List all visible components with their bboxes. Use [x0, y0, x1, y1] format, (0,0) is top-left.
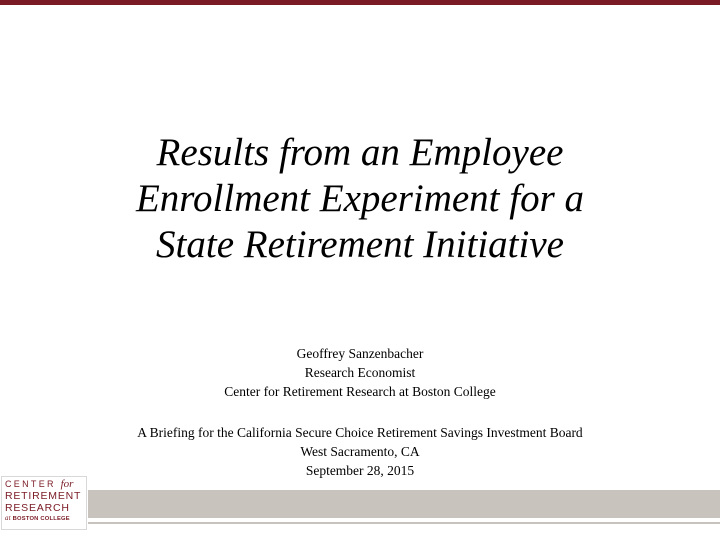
footer-rule: [88, 522, 720, 524]
briefing-location: West Sacramento, CA: [300, 444, 420, 459]
title-line-3: State Retirement Initiative: [156, 223, 564, 266]
top-accent-bar: [0, 0, 720, 5]
briefing-date: September 28, 2015: [305, 463, 415, 478]
logo-center-text: CENTER: [5, 479, 56, 489]
logo-at-text: at: [5, 514, 11, 522]
logo-for-text: for: [60, 478, 74, 490]
logo-line-research: RESEARCH: [5, 502, 70, 514]
author-block: [40, 344, 680, 401]
author-name: Geoffrey Sanzenbacher: [296, 346, 424, 361]
logo-line-college: [5, 514, 86, 523]
logo-college-text: BOSTON COLLEGE: [12, 516, 70, 522]
briefing-audience: A Briefing for the California Secure Choice Retirement Savings Investment Board: [137, 425, 583, 440]
crr-logo: [1, 476, 87, 530]
briefing-block: [20, 423, 700, 480]
title-line-1: Results from an Employee: [156, 131, 564, 174]
logo-line-retirement: RETIREMENT: [5, 490, 82, 502]
author-role: Research Economist: [304, 365, 416, 380]
logo-line-center: [5, 479, 86, 490]
slide-title: [40, 130, 680, 268]
footer-band: [88, 490, 720, 518]
title-line-2: Enrollment Experiment for a: [135, 177, 585, 220]
author-affiliation: Center for Retirement Research at Boston College: [224, 384, 496, 399]
